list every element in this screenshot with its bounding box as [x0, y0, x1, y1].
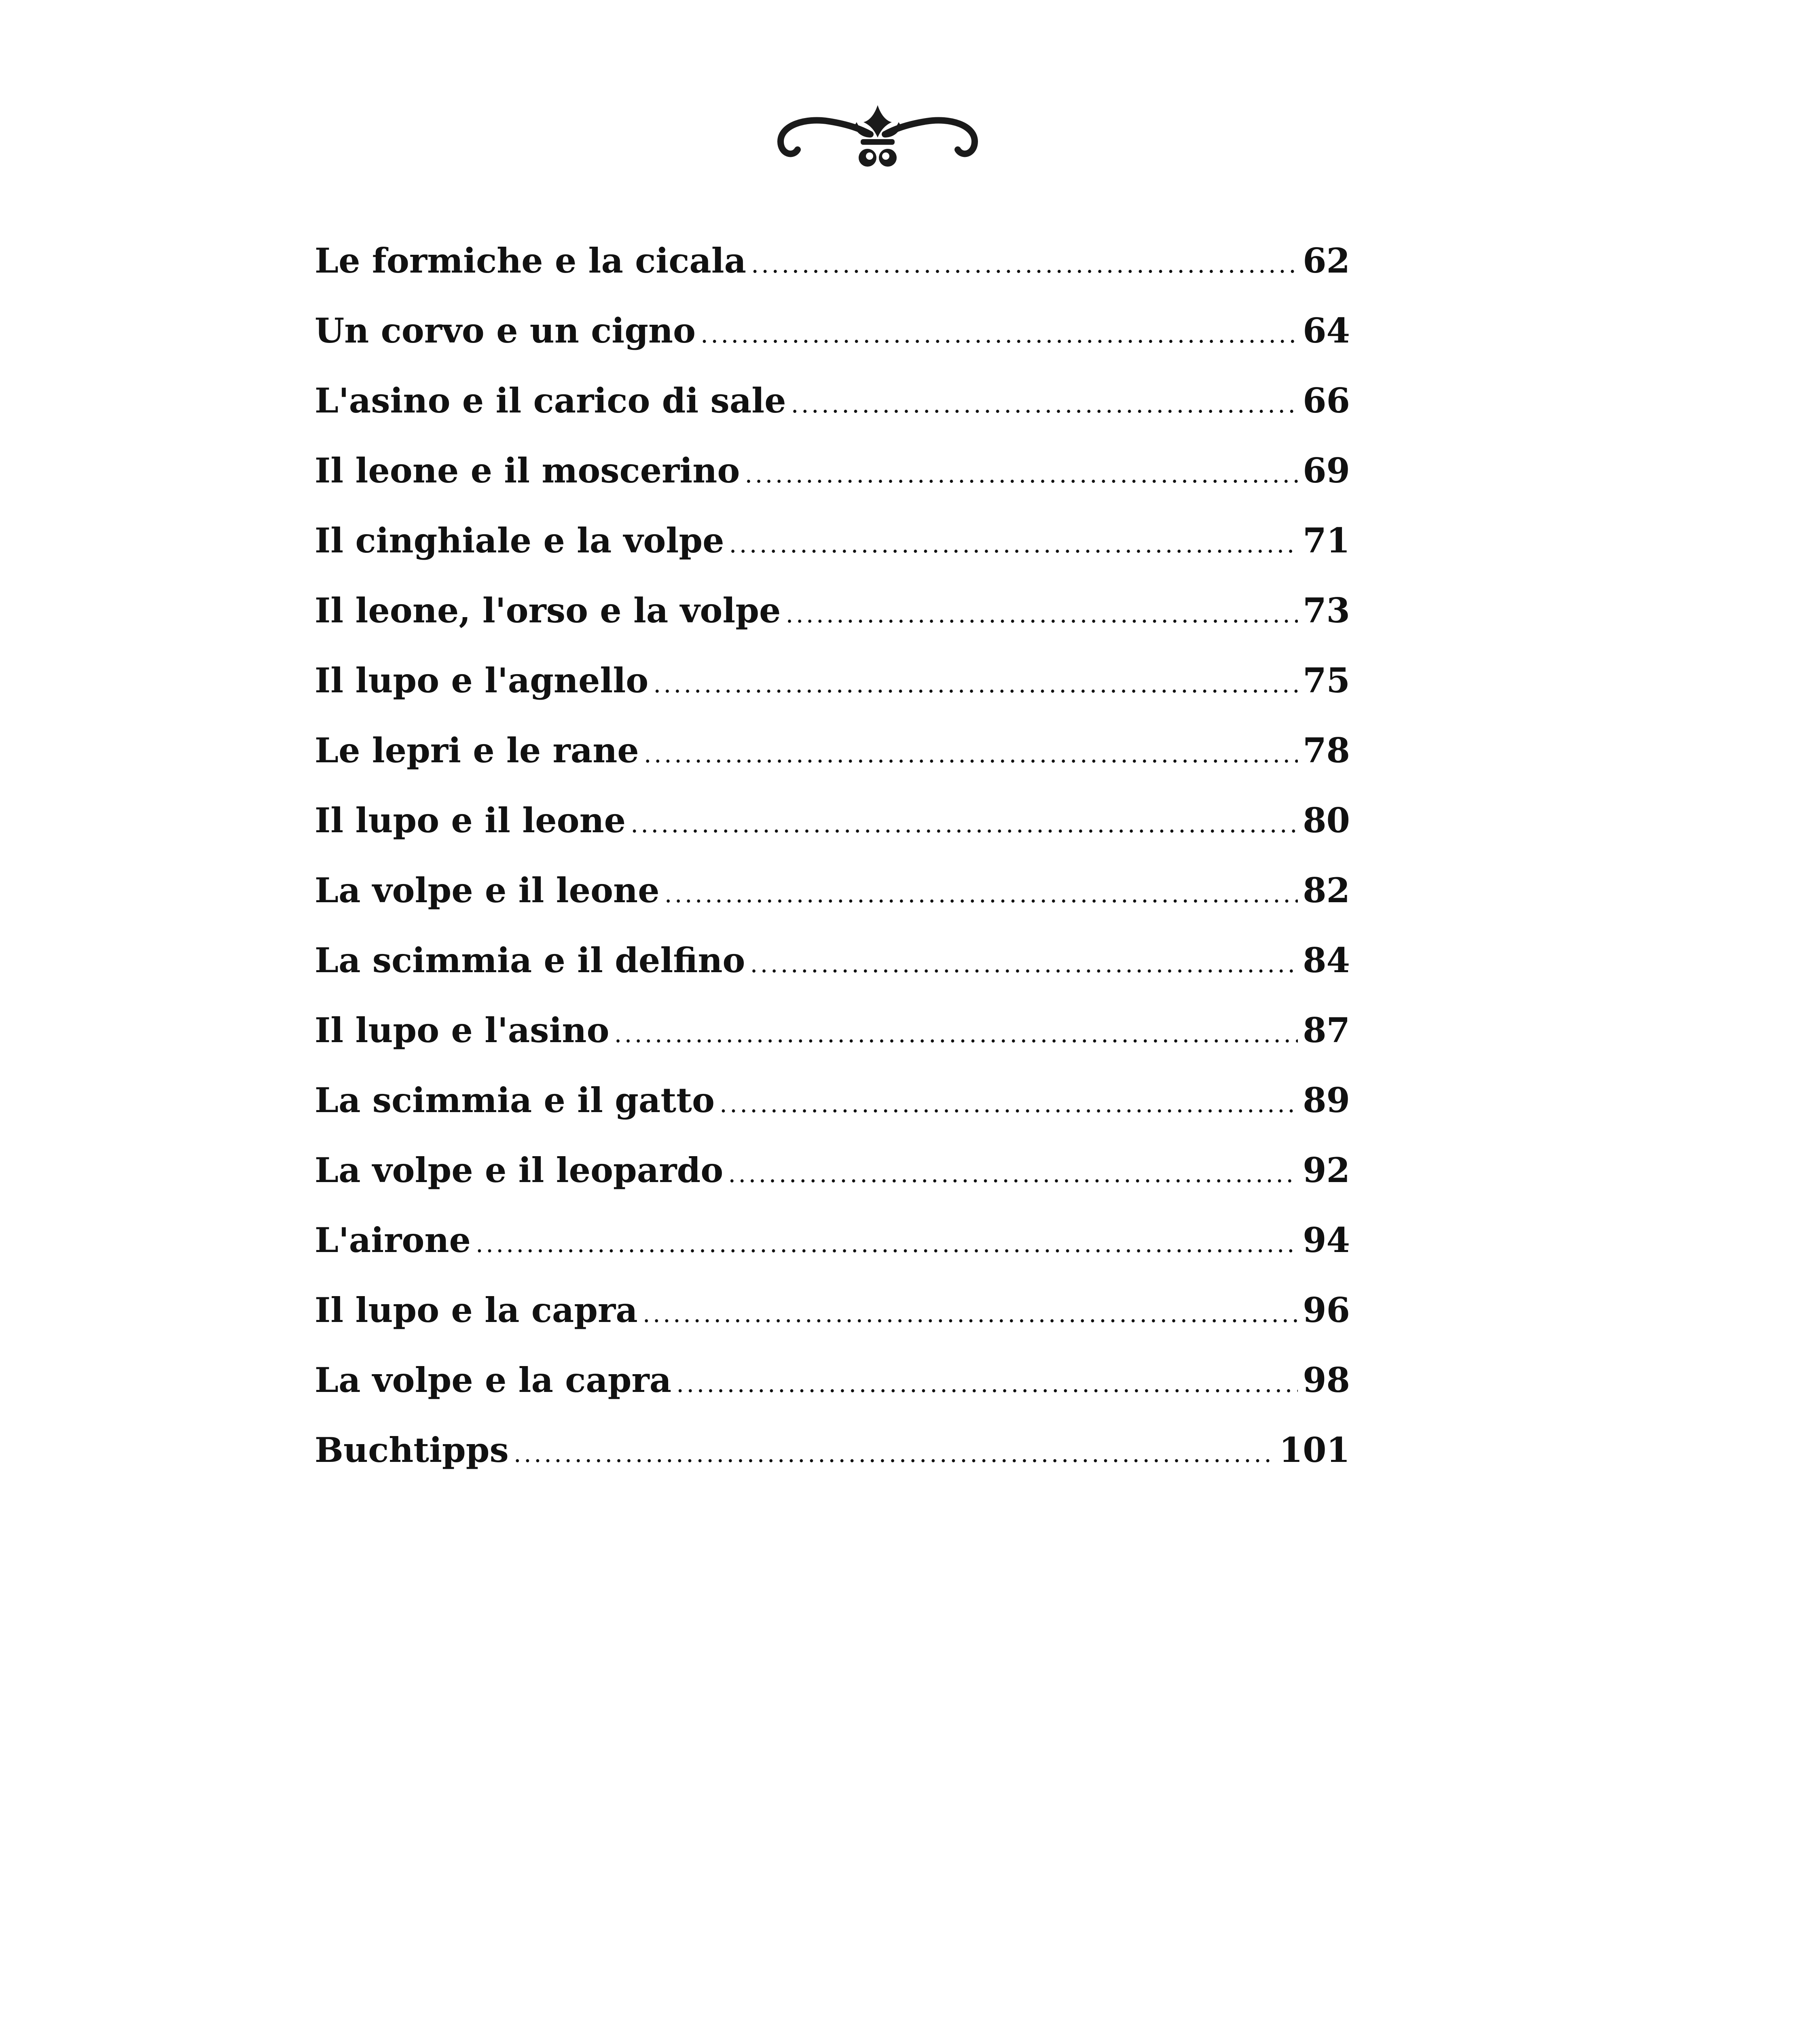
- dot-leader: [514, 1432, 1274, 1476]
- dot-leader: [631, 802, 1298, 846]
- toc-entry-page: 69: [1303, 451, 1350, 491]
- toc-entry-page: 82: [1303, 870, 1350, 910]
- toc-entry[interactable]: [315, 728, 1350, 798]
- toc-entry-title: La scimmia e il delfino: [315, 940, 745, 980]
- toc-entry-title: La volpe e il leopardo: [315, 1150, 724, 1190]
- toc-entry-page: 101: [1279, 1430, 1350, 1470]
- toc-entry-page: 73: [1303, 590, 1350, 630]
- toc-entry-page: 64: [1303, 311, 1350, 351]
- toc-entry-page: 84: [1303, 940, 1350, 980]
- toc-entry[interactable]: [315, 518, 1350, 588]
- dot-leader: [476, 1222, 1298, 1266]
- toc-entry[interactable]: [315, 1008, 1350, 1078]
- toc-entry[interactable]: [315, 448, 1350, 518]
- dot-leader: [644, 732, 1298, 776]
- toc-entry-title: Il leone, l'orso e la volpe: [315, 590, 781, 630]
- toc-entry-page: 94: [1303, 1220, 1350, 1260]
- toc-entry[interactable]: [315, 798, 1350, 868]
- dot-leader: [665, 872, 1298, 916]
- toc-entry-page: 66: [1303, 381, 1350, 421]
- toc-entry-page: 87: [1303, 1010, 1350, 1050]
- toc-entry[interactable]: [315, 1288, 1350, 1358]
- toc-entry-page: 80: [1303, 800, 1350, 840]
- toc-entry[interactable]: [315, 588, 1350, 658]
- toc-entry-page: 92: [1303, 1150, 1350, 1190]
- toc-entry-page: 75: [1303, 660, 1350, 700]
- toc-entry-title: Il cinghiale e la volpe: [315, 520, 724, 560]
- toc-entry-page: 96: [1303, 1290, 1350, 1330]
- toc-entry-title: La volpe e il leone: [315, 870, 660, 910]
- dot-leader: [791, 382, 1298, 427]
- toc-entry[interactable]: [315, 239, 1350, 309]
- toc-entry-page: 62: [1303, 241, 1350, 281]
- toc-entry[interactable]: [315, 1428, 1350, 1498]
- toc-entry-title: La volpe e la capra: [315, 1360, 672, 1400]
- dot-leader: [653, 662, 1298, 706]
- toc-entry-title: La scimmia e il gatto: [315, 1080, 715, 1120]
- toc-entry-title: L'airone: [315, 1220, 471, 1260]
- dot-leader: [745, 452, 1298, 497]
- toc-entry[interactable]: [315, 658, 1350, 728]
- dot-leader: [643, 1292, 1298, 1336]
- toc-entry-title: Il lupo e l'asino: [315, 1010, 609, 1050]
- dot-leader: [614, 1012, 1298, 1056]
- toc-entry-title: Il lupo e il leone: [315, 800, 626, 840]
- toc-entry[interactable]: [315, 309, 1350, 379]
- dot-leader: [751, 242, 1298, 287]
- toc-entry-title: Il leone e il moscerino: [315, 451, 740, 491]
- dot-leader: [676, 1362, 1298, 1406]
- toc-entry[interactable]: [315, 868, 1350, 938]
- toc-entry-page: 89: [1303, 1080, 1350, 1120]
- table-of-contents: [315, 239, 1350, 1498]
- toc-entry-title: Buchtipps: [315, 1430, 509, 1470]
- toc-entry-page: 71: [1303, 520, 1350, 560]
- toc-entry[interactable]: [315, 379, 1350, 448]
- toc-entry-title: Le lepri e le rane: [315, 730, 639, 770]
- toc-entry-title: Il lupo e l'agnello: [315, 660, 649, 700]
- toc-entry[interactable]: [315, 1078, 1350, 1148]
- toc-entry-title: Il lupo e la capra: [315, 1290, 638, 1330]
- toc-entry[interactable]: [315, 1218, 1350, 1288]
- toc-entry[interactable]: [315, 1358, 1350, 1428]
- toc-entry-title: Un corvo e un cigno: [315, 311, 696, 351]
- dot-leader: [700, 312, 1298, 357]
- dot-leader: [720, 1082, 1298, 1126]
- dot-leader: [729, 522, 1298, 567]
- toc-entry[interactable]: [315, 938, 1350, 1008]
- dot-leader: [728, 1152, 1298, 1196]
- dot-leader: [786, 592, 1298, 637]
- top-flourish-ornament-icon: [764, 97, 991, 174]
- toc-entry-page: 98: [1303, 1360, 1350, 1400]
- toc-entry-page: 78: [1303, 730, 1350, 770]
- toc-entry[interactable]: [315, 1148, 1350, 1218]
- toc-entry-title: L'asino e il carico di sale: [315, 381, 786, 421]
- dot-leader: [750, 942, 1298, 986]
- toc-entry-title: Le formiche e la cicala: [315, 241, 747, 281]
